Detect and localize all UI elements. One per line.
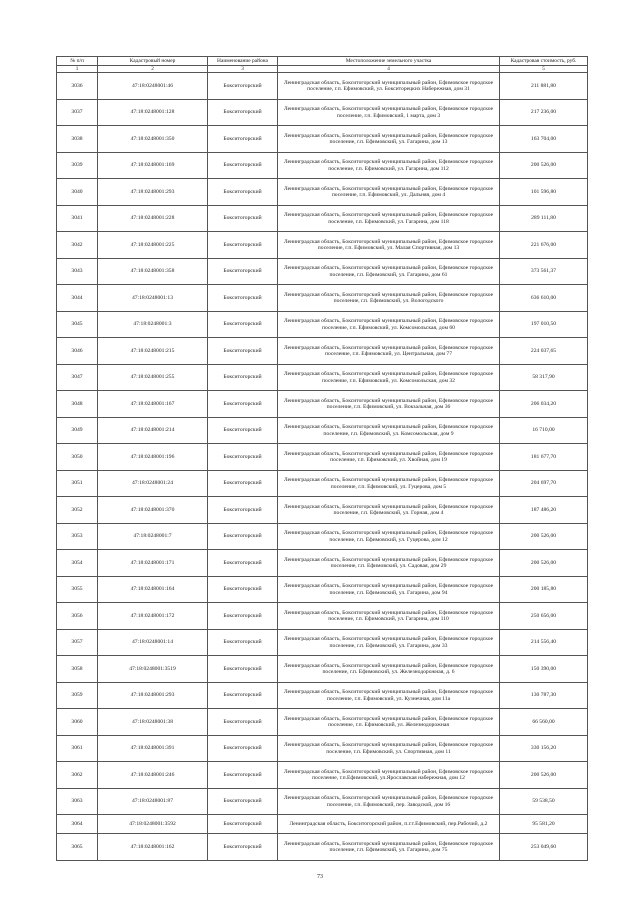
row-number: 3053: [57, 523, 98, 550]
table-row: [57, 603, 588, 630]
cadastral-number: 47:18:0248001:164: [98, 576, 208, 603]
district-name: Бокситогорский: [208, 629, 278, 656]
header-district: Наименование района: [208, 57, 278, 66]
row-number: 3060: [57, 709, 98, 736]
cadastral-number: 47:18:0248001:3: [98, 311, 208, 338]
cadastral-number: 47:18:0248001:13: [98, 285, 208, 312]
cadastral-cost: 224 037,65: [500, 338, 588, 365]
cadastral-number: 47:18:0248001:171: [98, 550, 208, 577]
district-name: Бокситогорский: [208, 205, 278, 232]
cadastral-number: 47:18:0248001:169: [98, 152, 208, 179]
cadastral-number: 47:18:0248001:246: [98, 762, 208, 789]
location-address: Ленинградская область, Бокситогорский муниципальный район, Ефимовское городское поселение, г.п. Ефимовский, ул. Гагарина, дом 112: [278, 152, 500, 179]
district-name: Бокситогорский: [208, 179, 278, 206]
district-name: Бокситогорский: [208, 682, 278, 709]
cadastral-number: 47:18:0248001:46: [98, 73, 208, 100]
district-name: Бокситогорский: [208, 152, 278, 179]
location-address: Ленинградская область, Бокситогорский муниципальный район, Ефимовское городское поселение, г.п. Ефимовский, ул. Гагарина, дом 110: [278, 603, 500, 630]
row-number: 3059: [57, 682, 98, 709]
location-address: Ленинградская область, Бокситогорский муниципальный район, Ефимовское городское поселение, г.п. Ефимовский, ул. Гуцерова, дом 12: [278, 523, 500, 550]
district-name: Бокситогорский: [208, 815, 278, 834]
table-row: [57, 834, 588, 861]
cadastral-number: 47:18:0248001:228: [98, 205, 208, 232]
cadastral-number: 47:18:0248001:214: [98, 417, 208, 444]
row-number: 3045: [57, 311, 98, 338]
column-number: 2: [98, 66, 208, 73]
table-row: [57, 179, 588, 206]
location-address: Ленинградская область, Бокситогорский муниципальный район, Ефимовское городское поселение, г.п. Ефимовский, ул. Комсомольская, дом 32: [278, 364, 500, 391]
district-name: Бокситогорский: [208, 470, 278, 497]
cadastral-cost: 214 556,40: [500, 629, 588, 656]
cadastral-cost: 150 390,00: [500, 656, 588, 683]
location-address: Ленинградская область, Бокситогорский район, п.г.т.Ефимовский, пер.Рабочий, д.2: [278, 815, 500, 834]
location-address: Ленинградская область, Бокситогорский муниципальный район, Ефимовское городское поселение, г.п. Ефимовский, ул. Вокзальная, дом 36: [278, 391, 500, 418]
district-name: Бокситогорский: [208, 497, 278, 524]
row-number: 3058: [57, 656, 98, 683]
table-row: [57, 815, 588, 834]
cadastral-cost: 16 710,00: [500, 417, 588, 444]
cadastral-number: 47:18:0248001:87: [98, 788, 208, 815]
location-address: Ленинградская область, Бокситогорский муниципальный район, Ефимовское городское поселение, г.п. Ефимовский, ул. Комсомольская, дом 60: [278, 311, 500, 338]
table-row: [57, 73, 588, 100]
location-address: Ленинградская область, Бокситогорский муниципальный район, Ефимовское городское поселение, г.п. Ефимовский, ул. Вологодского: [278, 285, 500, 312]
row-number: 3063: [57, 788, 98, 815]
cadastral-number: 47:18:0248001:3592: [98, 815, 208, 834]
cadastral-cost: 187 486,20: [500, 497, 588, 524]
table-row: [57, 523, 588, 550]
district-name: Бокситогорский: [208, 258, 278, 285]
cadastral-cost: 197 010,50: [500, 311, 588, 338]
row-number: 3036: [57, 73, 98, 100]
district-name: Бокситогорский: [208, 550, 278, 577]
location-address: Ленинградская область, Бокситогорский муниципальный район, Ефимовское городское поселение, г.п. Ефимовский, ул. Железнодорожная: [278, 709, 500, 736]
table-row: [57, 338, 588, 365]
table-row: [57, 364, 588, 391]
cadastral-number: 47:18:0248001:350: [98, 126, 208, 153]
table-body: [57, 73, 588, 861]
cadastral-cost: 211 881,80: [500, 73, 588, 100]
table-row: [57, 788, 588, 815]
location-address: Ленинградская область, Бокситогорский муниципальный район, Ефимовское городское поселение, г.п. Ефимовский, пер. Заводской, дом 16: [278, 788, 500, 815]
location-address: Ленинградская область, Бокситогорский муниципальный район, Ефимовское городское поселение, г.п. Ефимовский, ул. Гагарина, дом 33: [278, 629, 500, 656]
table-row: [57, 99, 588, 126]
district-name: Бокситогорский: [208, 391, 278, 418]
cadastral-cost: 289 111,80: [500, 205, 588, 232]
table-row: [57, 629, 588, 656]
cadastral-number: 47:18:0248001:391: [98, 735, 208, 762]
cadastral-cost: 200 185,80: [500, 576, 588, 603]
location-address: Ленинградская область, Бокситогорский муниципальный район, Ефимовское городское поселение, г.п. Ефимовский, ул. Гагарина, дом 94: [278, 576, 500, 603]
row-number: 3038: [57, 126, 98, 153]
row-number: 3061: [57, 735, 98, 762]
location-address: Ленинградская область, Бокситогорский муниципальный район, Ефимовское городское поселение, г.п. Ефимовский, ул. Гагарина, дом 13: [278, 126, 500, 153]
cadastral-cost: 330 156,20: [500, 735, 588, 762]
location-address: Ленинградская область, Бокситогорский муниципальный район, Ефимовское городское поселение, г.п. Ефимовский, ул. Гагарина, дом 118: [278, 205, 500, 232]
district-name: Бокситогорский: [208, 73, 278, 100]
row-number: 3052: [57, 497, 98, 524]
row-number: 3040: [57, 179, 98, 206]
row-number: 3039: [57, 152, 98, 179]
cadastral-number: 47:18:0248001:293: [98, 682, 208, 709]
cadastral-cost: 130 787,30: [500, 682, 588, 709]
location-address: Ленинградская область, Бокситогорский муниципальный район, Ефимовское городское поселение, г.п. Ефимовский, 1 марта, дом 3: [278, 99, 500, 126]
cadastral-number: 47:18:0248001:128: [98, 99, 208, 126]
cadastral-cost: 66 560,00: [500, 709, 588, 736]
table-row: [57, 735, 588, 762]
cadastral-number: 47:18:0248001:225: [98, 232, 208, 259]
cadastral-number: 47:18:0248001:162: [98, 834, 208, 861]
cadastral-number: 47:18:0248001:255: [98, 364, 208, 391]
table-row: [57, 470, 588, 497]
location-address: Ленинградская область, Бокситогорский муниципальный район, Ефимовское городское поселение, г.п. Ефимовский, ул. Малая Спортивная, дом 13: [278, 232, 500, 259]
location-address: Ленинградская область, Бокситогорский муниципальный район, Ефимовское городское поселение, г.п. Ефимовский, ул. Бокситорецких Набережная, дом 31: [278, 73, 500, 100]
row-number: 3047: [57, 364, 98, 391]
row-number: 3057: [57, 629, 98, 656]
header-cadastral-cost: Кадастровая стоимость, руб.: [500, 57, 588, 66]
table-row: [57, 205, 588, 232]
column-number: 4: [278, 66, 500, 73]
table-row: [57, 497, 588, 524]
location-address: Ленинградская область, Бокситогорский муниципальный район, Ефимовское городское поселение, г.п. Ефимовский, ул. Гагарина, дом 75: [278, 834, 500, 861]
table-row: [57, 232, 588, 259]
district-name: Бокситогорский: [208, 285, 278, 312]
table-row: [57, 656, 588, 683]
district-name: Бокситогорский: [208, 762, 278, 789]
cadastral-cost: 163 704,00: [500, 126, 588, 153]
row-number: 3064: [57, 815, 98, 834]
row-number: 3037: [57, 99, 98, 126]
cadastral-number: 47:18:0248001:370: [98, 497, 208, 524]
cadastral-cost: 200 526,00: [500, 762, 588, 789]
row-number: 3043: [57, 258, 98, 285]
location-address: Ленинградская область, Бокситогорский муниципальный район, Ефимовское городское поселение, г.п. Ефимовский, ул. Хвойная, дом 19: [278, 444, 500, 471]
table-row: [57, 391, 588, 418]
cadastral-number: 47:18:0248001:293: [98, 179, 208, 206]
cadastral-cost: 204 697,70: [500, 470, 588, 497]
cadastral-cost: 221 676,00: [500, 232, 588, 259]
location-address: Ленинградская область, Бокситогорский муниципальный район, Ефимовское городское поселение, г.п. Ефимовский, ул. Гуцерова, дом 5: [278, 470, 500, 497]
district-name: Бокситогорский: [208, 709, 278, 736]
table-row: [57, 576, 588, 603]
row-number: 3050: [57, 444, 98, 471]
district-name: Бокситогорский: [208, 311, 278, 338]
cadastral-number: 47:18:0248001:24: [98, 470, 208, 497]
cadastral-cost: 101 596,80: [500, 179, 588, 206]
table-row: [57, 709, 588, 736]
cadastral-number: 47:18:0248001:7: [98, 523, 208, 550]
district-name: Бокситогорский: [208, 834, 278, 861]
cadastral-number: 47:18:0248001:167: [98, 391, 208, 418]
header-location: Местоположение земельного участка: [278, 57, 500, 66]
cadastral-cost: 95 581,20: [500, 815, 588, 834]
column-number: 5: [500, 66, 588, 73]
page-number: 73: [317, 874, 323, 880]
cadastral-number: 47:18:0248001:38: [98, 709, 208, 736]
location-address: Ленинградская область, Бокситогорский муниципальный район, Ефимовское городское поселение, г.п. Ефимовский, ул. Центральная, дом 77: [278, 338, 500, 365]
cadastral-cost: 206 034,20: [500, 391, 588, 418]
column-number: 3: [208, 66, 278, 73]
cadastral-cost: 58 317,90: [500, 364, 588, 391]
cadastral-cost: 181 677,70: [500, 444, 588, 471]
district-name: Бокситогорский: [208, 735, 278, 762]
district-name: Бокситогорский: [208, 126, 278, 153]
cadastral-cost: 253 049,60: [500, 834, 588, 861]
row-number: 3055: [57, 576, 98, 603]
location-address: Ленинградская область, Бокситогорский муниципальный район, Ефимовское городское поселение, г.п.Ефимовский, ул.Ярославская набережная, дом 12: [278, 762, 500, 789]
table-header: [57, 57, 588, 73]
cadastral-number: 47:18:0248001:14: [98, 629, 208, 656]
location-address: Ленинградская область, Бокситогорский муниципальный район, Ефимовское городское поселение, г.п. Ефимовский, ул. Гагарина, дом 61: [278, 258, 500, 285]
location-address: Ленинградская область, Бокситогорский муниципальный район, Ефимовское городское поселение, г.п. Ефимовский, ул. Садовая, дом 29: [278, 550, 500, 577]
header-number: № п/п: [57, 57, 98, 66]
cadastral-number: 47:18:0248001:196: [98, 444, 208, 471]
row-number: 3065: [57, 834, 98, 861]
row-number: 3042: [57, 232, 98, 259]
column-number: 1: [57, 66, 98, 73]
table-row: [57, 285, 588, 312]
cadastral-cost: 200 526,00: [500, 152, 588, 179]
row-number: 3048: [57, 391, 98, 418]
district-name: Бокситогорский: [208, 99, 278, 126]
district-name: Бокситогорский: [208, 576, 278, 603]
table-row: [57, 682, 588, 709]
district-name: Бокситогорский: [208, 417, 278, 444]
cadastral-cost: 59 538,50: [500, 788, 588, 815]
table-row: [57, 126, 588, 153]
district-name: Бокситогорский: [208, 788, 278, 815]
table-row: [57, 311, 588, 338]
cadastral-cost: 636 610,00: [500, 285, 588, 312]
location-address: Ленинградская область, Бокситогорский муниципальный район, Ефимовское городское поселение, г.п. Ефимовский, ул. Дальняя, дом 4: [278, 179, 500, 206]
district-name: Бокситогорский: [208, 656, 278, 683]
district-name: Бокситогорский: [208, 232, 278, 259]
cadastral-table: [56, 56, 588, 861]
row-number: 3041: [57, 205, 98, 232]
cadastral-number: 47:18:0248001:358: [98, 258, 208, 285]
header-cadastral-number: Кадастровый номер: [98, 57, 208, 66]
district-name: Бокситогорский: [208, 338, 278, 365]
header-row: [57, 57, 588, 66]
row-number: 3049: [57, 417, 98, 444]
location-address: Ленинградская область, Бокситогорский муниципальный район, Ефимовское городское поселение, г.п. Ефимовский, ул. Комсомольская, дом 9: [278, 417, 500, 444]
location-address: Ленинградская область, Бокситогорский муниципальный район, Ефимовское городское поселение, г.п. Ефимовский, ул. Железнодорожная, д. 6: [278, 656, 500, 683]
table-row: [57, 258, 588, 285]
row-number: 3054: [57, 550, 98, 577]
table-row: [57, 762, 588, 789]
district-name: Бокситогорский: [208, 364, 278, 391]
row-number: 3044: [57, 285, 98, 312]
cadastral-number: 47:18:0248001:3519: [98, 656, 208, 683]
table-row: [57, 444, 588, 471]
row-number: 3056: [57, 603, 98, 630]
cadastral-cost: 217 236,00: [500, 99, 588, 126]
location-address: Ленинградская область, Бокситогорский муниципальный район, Ефимовское городское поселение, г.п. Ефимовский, ул. Горная, дом 4: [278, 497, 500, 524]
location-address: Ленинградская область, Бокситогорский муниципальный район, Ефимовское городское поселение, г.п. Ефимовский, ул. Кузнечная, дом 11а: [278, 682, 500, 709]
district-name: Бокситогорский: [208, 603, 278, 630]
table-row: [57, 550, 588, 577]
table-row: [57, 152, 588, 179]
cadastral-number: 47:18:0248001:215: [98, 338, 208, 365]
row-number: 3046: [57, 338, 98, 365]
district-name: Бокситогорский: [208, 444, 278, 471]
location-address: Ленинградская область, Бокситогорский муниципальный район, Ефимовское городское поселение, г.п. Ефимовский, ул. Спортивная, дом 11: [278, 735, 500, 762]
row-number: 3062: [57, 762, 98, 789]
district-name: Бокситогорский: [208, 523, 278, 550]
cadastral-number: 47:18:0248001:172: [98, 603, 208, 630]
column-number-row: [57, 66, 588, 73]
cadastral-cost: 373 561,37: [500, 258, 588, 285]
cadastral-cost: 200 526,00: [500, 523, 588, 550]
cadastral-cost: 250 656,00: [500, 603, 588, 630]
cadastral-cost: 200 526,00: [500, 550, 588, 577]
table-row: [57, 417, 588, 444]
row-number: 3051: [57, 470, 98, 497]
